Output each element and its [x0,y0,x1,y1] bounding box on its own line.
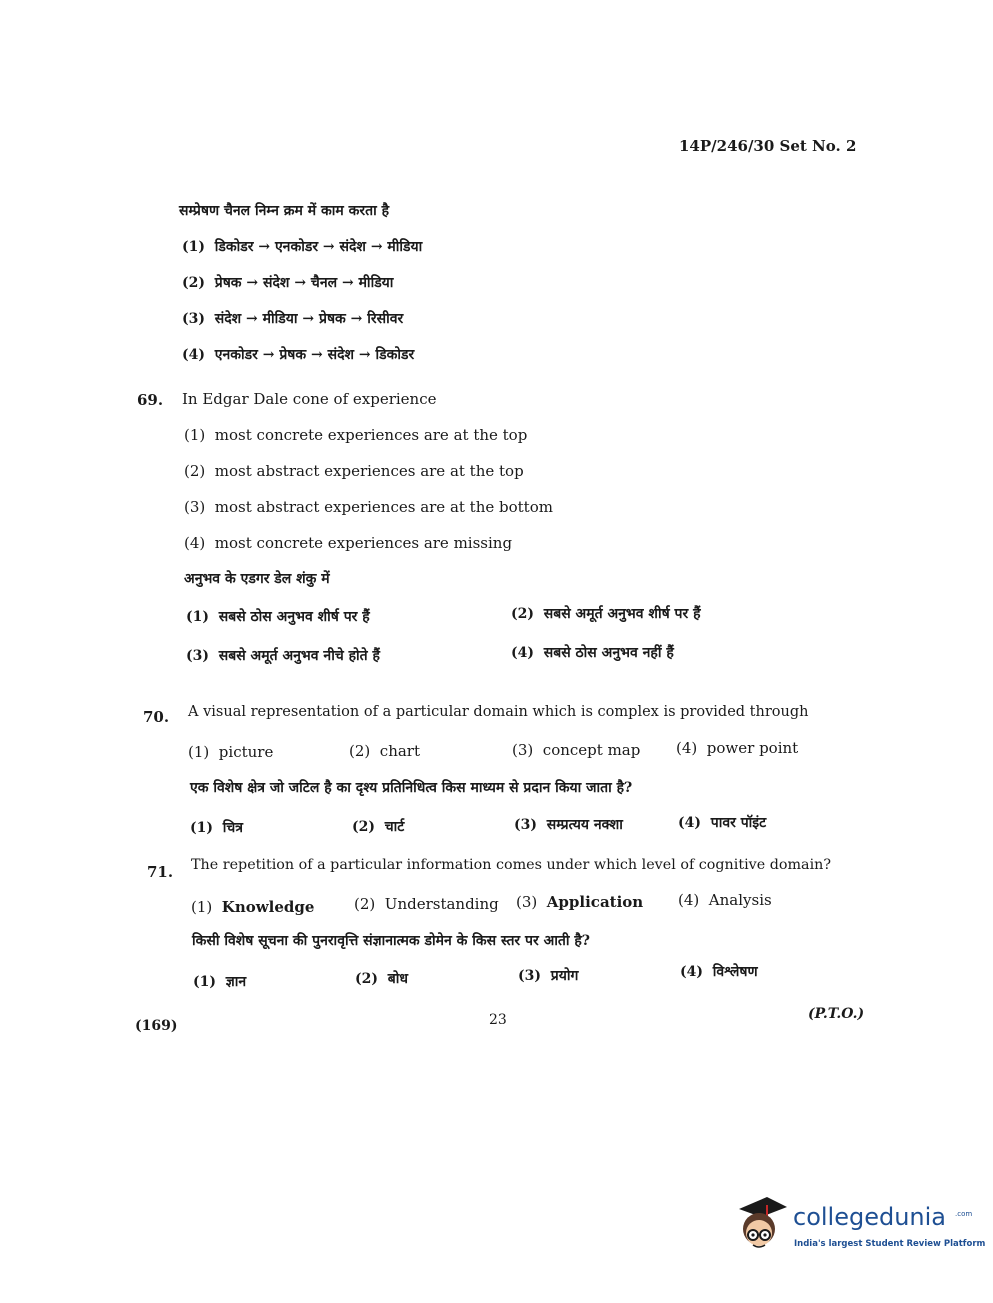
q69-hindi-stem: अनुभव के एडगर डेल शंकु में [184,571,330,587]
q71-option-1 [191,898,314,916]
option-text: डिकोडर → एनकोडर → संदेश → मीडिया [214,239,423,255]
q69-option-3 [184,498,553,516]
option-text: एनकोडर → प्रेषक → संदेश → डिकोडर [214,347,415,363]
option-number: (3) [512,741,534,759]
q70-option-1 [188,743,273,761]
option-number: (4) [678,815,701,831]
option-text: ज्ञान [225,974,247,990]
option-text: most abstract experiences are at the bottom [214,498,553,516]
q70-option-3 [512,741,640,759]
option-text: Analysis [708,891,772,909]
q69-hindi-option-2 [511,604,701,623]
option-text: सबसे ठोस अनुभव नहीं हैं [543,645,674,661]
option-number: (1) [190,820,213,836]
q71-stem: The repetition of a particular information comes under which level of cognitive domain? [191,857,832,873]
q69-option-1 [184,426,527,444]
option-text: most concrete experiences are at the top [214,426,528,444]
option-text: Understanding [384,895,499,913]
brand-name: collegedunia [793,1203,947,1231]
q70-option-2 [349,742,420,760]
option-number: (2) [184,462,206,480]
q70-stem: A visual representation of a particular domain which is complex is provided through [188,704,809,720]
option-number: (3) [516,893,538,911]
q68-option-4 [182,345,414,364]
option-text: बोध [387,971,408,987]
option-text: सबसे अमूर्त अनुभव नीचे होते हैं [218,648,380,664]
option-text: most concrete experiences are missing [214,534,513,552]
option-text: सबसे ठोस अनुभव शीर्ष पर हैं [218,609,370,625]
brand-suffix: .com [955,1210,973,1218]
option-text: most abstract experiences are at the top [214,462,524,480]
q69-option-4 [184,534,512,552]
page-number: 23 [489,1012,507,1028]
option-text: picture [218,743,274,761]
option-text: सम्प्रत्यय नक्शा [546,817,623,833]
option-number: (1) [191,898,213,916]
option-number: (2) [352,819,375,835]
q70-hindi-option-3 [514,815,623,834]
option-text: चार्ट [384,819,405,835]
option-text: संदेश → मीडिया → प्रेषक → रिसीवर [214,311,404,327]
q68-option-1 [182,237,422,256]
q69-hindi-option-1 [186,607,370,626]
option-number: (4) [680,964,703,980]
option-number: (3) [518,968,541,984]
q70-option-4 [676,739,798,757]
footer-code: (169) [135,1018,178,1034]
q71-hindi-option-1 [193,972,246,991]
q69-hindi-option-3 [186,646,380,665]
option-text: प्रयोग [550,968,579,984]
option-number: (2) [354,895,376,913]
option-number: (4) [511,645,534,661]
q71-option-2 [354,895,499,913]
q71-hindi-option-4 [680,962,758,981]
option-text: प्रेषक → संदेश → चैनल → मीडिया [214,275,394,291]
option-text: विश्लेषण [712,964,758,980]
mascot-icon [733,1195,789,1257]
option-number: (2) [355,971,378,987]
q70-hindi-stem: एक विशेष क्षेत्र जो जटिल है का दृश्य प्रतिनिधित्व किस माध्यम से प्रदान किया जाता है? [190,780,633,796]
option-number: (3) [186,648,209,664]
q69-option-2 [184,462,524,480]
q71-hindi-option-3 [518,966,578,985]
option-text: चित्र [222,820,243,836]
q69-hindi-option-4 [511,643,674,662]
q68-option-3 [182,309,403,328]
q70-number: 70. [143,708,170,726]
option-number: (2) [182,275,205,291]
q71-hindi-stem: किसी विशेष सूचना की पुनरावृत्ति संज्ञानात्मक डोमेन के किस स्तर पर आती है? [192,933,591,949]
option-number: (4) [182,347,205,363]
option-text: power point [706,739,799,757]
q68-option-2 [182,273,393,292]
option-number: (3) [182,311,205,327]
option-text: पावर पॉइंट [710,815,767,831]
option-number: (3) [514,817,537,833]
q69-number: 69. [137,391,164,409]
q71-option-3 [516,893,643,911]
option-number: (1) [193,974,216,990]
option-number: (4) [676,739,698,757]
brand-tagline: India's largest Student Review Platform [794,1239,986,1249]
option-text: concept map [542,741,641,759]
option-number: (2) [349,742,371,760]
paper-code: 14P/246/30 Set No. 2 [679,137,857,155]
q71-hindi-option-2 [355,969,408,988]
option-text: chart [379,742,420,760]
option-number: (1) [186,609,209,625]
option-text: Application [546,893,644,911]
pto-label: (P.T.O.) [808,1006,865,1022]
option-number: (3) [184,498,206,516]
option-text: Knowledge [221,898,315,916]
q71-option-4 [678,891,772,909]
option-number: (2) [511,606,534,622]
option-number: (4) [678,891,700,909]
option-text: सबसे अमूर्त अनुभव शीर्ष पर हैं [543,606,701,622]
q69-stem: In Edgar Dale cone of experience [182,390,437,408]
collegedunia-logo [733,1195,986,1265]
q71-number: 71. [147,863,174,881]
q68-hindi-stem: सम्प्रेषण चैनल निम्न क्रम में काम करता है [179,203,390,219]
option-number: (1) [184,426,206,444]
q70-hindi-option-1 [190,818,243,837]
option-number: (1) [182,239,205,255]
option-number: (1) [188,743,210,761]
q70-hindi-option-2 [352,817,404,836]
q70-hindi-option-4 [678,813,766,832]
option-number: (4) [184,534,206,552]
